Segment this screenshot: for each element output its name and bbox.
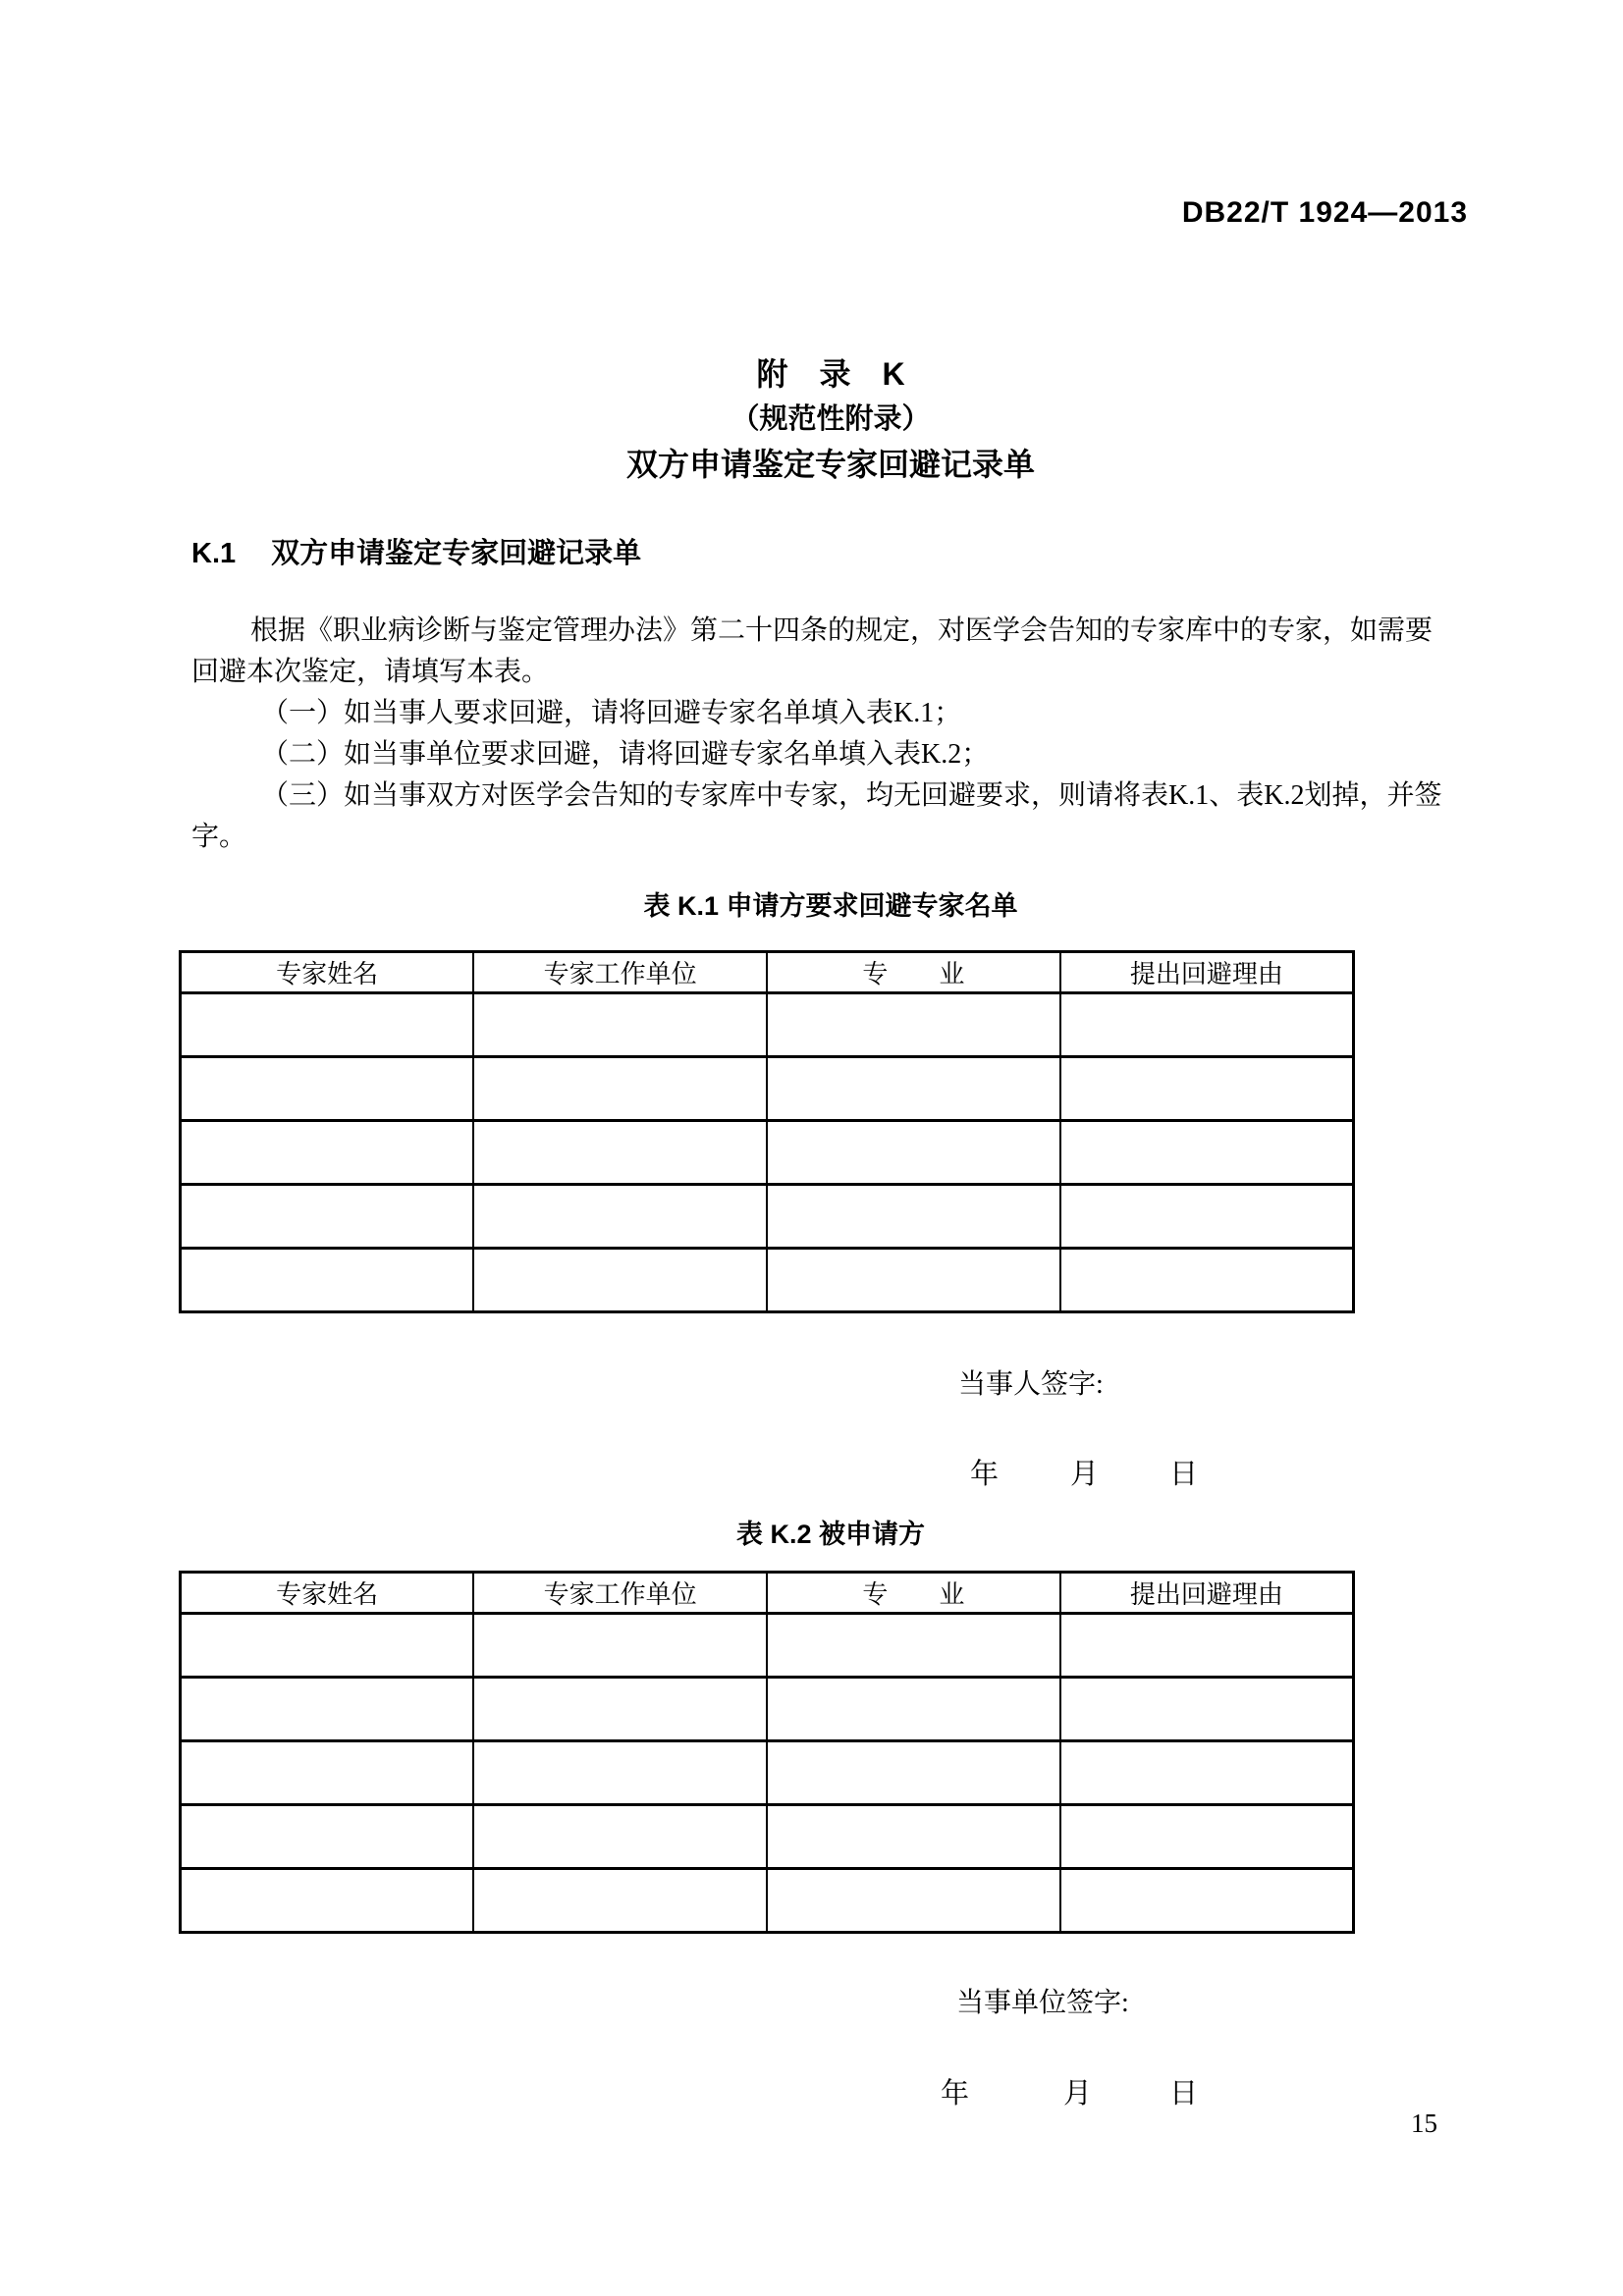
table-cell [473,1121,767,1185]
table-row [181,1614,1354,1678]
col-expert-name: 专家姓名 [181,1573,474,1614]
instruction-line: （二）如当事单位要求回避，请将回避专家名单填入表K.2； [261,739,990,770]
table-cell [1060,1185,1354,1249]
col-expert-workplace: 专家工作单位 [473,952,767,993]
table-cell [181,1185,474,1249]
table-cell [767,1805,1060,1869]
table-row [181,1057,1354,1121]
table-cell [181,1057,474,1121]
table-cell [473,1057,767,1121]
table-cell [1060,1249,1354,1312]
instructions-text [191,611,1488,858]
table-k1-header-row [181,952,1354,993]
table-row [181,1741,1354,1805]
table-cell [767,1185,1060,1249]
table-cell [767,1614,1060,1678]
unit-signature-label: 当事单位签字: [956,1988,1129,2018]
month-label: 月 [1063,2078,1093,2109]
year-label: 年 [970,1459,1000,1490]
table-cell [1060,993,1354,1057]
page-number: 15 [1411,2109,1437,2138]
table-row [181,1185,1354,1249]
instruction-line: （一）如当事人要求回避，请将回避专家名单填入表K.1； [261,698,962,728]
table-k2 [179,1571,1355,1934]
party-signature-label: 当事人签字: [958,1369,1104,1400]
section-title: 双方申请鉴定专家回避记录单 [271,538,642,569]
table-k2-caption: 表 K.2 被申请方 [735,1520,926,1549]
table-cell [1060,1121,1354,1185]
table-row [181,1869,1354,1933]
table-cell [767,1678,1060,1741]
table-cell [181,1869,474,1933]
table-cell [767,1057,1060,1121]
month-label: 月 [1070,1459,1100,1490]
table-row [181,1249,1354,1312]
table-cell [473,1249,767,1312]
table-cell [181,1741,474,1805]
appendix-title-block [191,351,1470,488]
table-cell [473,1869,767,1933]
date-line [970,1452,1206,1490]
col-expert-workplace: 专家工作单位 [473,1573,767,1614]
day-label: 日 [1169,2078,1199,2109]
table-cell [473,1678,767,1741]
section-number: K.1 [191,538,237,569]
table-cell [181,1249,474,1312]
table-cell [473,1741,767,1805]
table-k1-caption: 表 K.1 申请方要求回避专家名单 [643,891,1018,921]
instruction-line: （三）如当事双方对医学会告知的专家库中专家，均无回避要求，则请将表K.1、表K.2划掉，并签 [261,780,1442,811]
year-label: 年 [941,2078,970,2109]
table-row [181,1678,1354,1741]
date-line [941,2071,1206,2109]
col-expert-name: 专家姓名 [181,952,474,993]
table-cell [767,1869,1060,1933]
table-k2-header-row [181,1573,1354,1614]
table-cell [1060,1805,1354,1869]
table-row [181,1805,1354,1869]
table-cell [1060,1057,1354,1121]
standard-code: DB22/T 1924—2013 [1181,196,1468,229]
table-cell [767,1249,1060,1312]
instruction-line: 回避本次鉴定，请填写本表。 [191,657,550,687]
appendix-type: （规范性附录） [730,403,931,435]
table-row [181,993,1354,1057]
table-cell [767,1121,1060,1185]
table-cell [473,1614,767,1678]
table-cell [473,1805,767,1869]
table-cell [1060,1614,1354,1678]
col-recusal-reason: 提出回避理由 [1060,952,1354,993]
section-heading [191,531,641,571]
day-label: 日 [1169,1459,1199,1490]
appendix-subject: 双方申请鉴定专家回避记录单 [625,447,1035,482]
table-cell [473,1185,767,1249]
table-cell [767,1741,1060,1805]
appendix-title: 附 录 K [756,356,905,392]
table-cell [181,1614,474,1678]
table-row [181,1121,1354,1185]
instruction-line: 根据《职业病诊断与鉴定管理办法》第二十四条的规定，对医学会告知的专家库中的专家，如需要 [250,615,1434,646]
table-cell [1060,1678,1354,1741]
instruction-line: 字。 [191,822,247,852]
col-specialty: 专 业 [767,1573,1060,1614]
col-recusal-reason: 提出回避理由 [1060,1573,1354,1614]
table-cell [181,1121,474,1185]
table-cell [1060,1741,1354,1805]
table-cell [181,993,474,1057]
table-cell [181,1805,474,1869]
col-specialty: 专 业 [767,952,1060,993]
table-cell [473,993,767,1057]
table-cell [181,1678,474,1741]
table-cell [1060,1869,1354,1933]
table-cell [767,993,1060,1057]
table-k1 [179,950,1355,1313]
